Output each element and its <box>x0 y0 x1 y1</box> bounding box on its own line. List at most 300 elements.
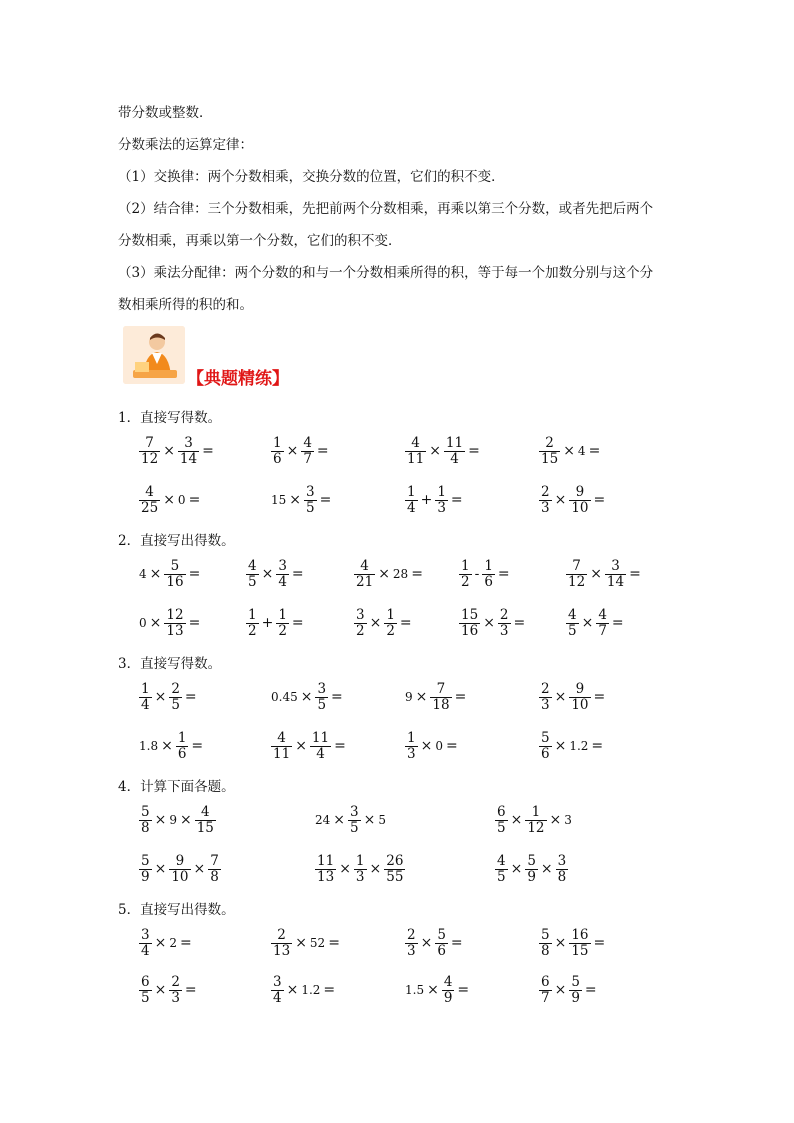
numerator: 1 <box>407 483 416 500</box>
number: 1.2 <box>301 983 321 997</box>
operator: × <box>549 812 562 828</box>
number: 1.2 <box>569 739 589 753</box>
numerator: 7 <box>572 557 581 574</box>
denominator: 12 <box>141 450 159 467</box>
numerator: 5 <box>541 729 550 746</box>
operator: × <box>427 982 439 998</box>
numerator: 3 <box>557 852 567 869</box>
numerator: 26 <box>386 852 404 869</box>
operator: = <box>450 492 463 508</box>
numerator: 4 <box>145 483 154 500</box>
fraction <box>246 559 259 590</box>
denominator: 6 <box>273 450 282 467</box>
operator: × <box>378 566 390 582</box>
operator: = <box>328 935 340 951</box>
number: 0 <box>139 616 147 630</box>
fraction <box>176 731 189 762</box>
number: 2 <box>169 936 177 950</box>
numerator: 6 <box>141 973 150 990</box>
fraction <box>596 608 609 639</box>
numerator: 4 <box>360 557 369 574</box>
math-expression <box>404 677 468 717</box>
operator: + <box>261 615 274 631</box>
numerator: 16 <box>571 926 589 943</box>
fraction <box>435 485 448 516</box>
denominator: 4 <box>273 989 282 1006</box>
denominator: 4 <box>450 450 459 467</box>
numerator: 11 <box>317 852 335 869</box>
operator: = <box>191 738 204 754</box>
denominator: 13 <box>317 868 335 885</box>
denominator: 5 <box>248 573 257 590</box>
denominator: 8 <box>541 942 550 959</box>
denominator: 8 <box>557 868 567 885</box>
fraction <box>539 928 552 959</box>
operator: = <box>179 935 192 951</box>
numerator: 2 <box>545 434 554 451</box>
operator: = <box>593 935 606 951</box>
denominator: 21 <box>356 573 374 590</box>
denominator: 15 <box>541 450 559 467</box>
fraction <box>405 485 418 516</box>
fraction <box>384 854 405 885</box>
denominator: 2 <box>386 622 395 639</box>
denominator: 14 <box>606 573 625 590</box>
operator: = <box>629 566 641 582</box>
operator: × <box>540 861 553 877</box>
math-expression <box>404 480 465 520</box>
math-expression <box>138 970 199 1010</box>
fraction <box>139 682 152 713</box>
operator: = <box>291 615 304 631</box>
denominator: 5 <box>568 622 577 639</box>
numerator: 5 <box>527 852 536 869</box>
numerator: 15 <box>461 606 479 623</box>
math-expression <box>538 480 607 520</box>
numerator: 11 <box>445 434 464 451</box>
numerator: 5 <box>170 557 180 574</box>
operator: + <box>420 492 433 508</box>
numerator: 3 <box>317 680 327 697</box>
denominator: 3 <box>407 942 416 959</box>
denominator: 3 <box>437 499 446 516</box>
operator: = <box>593 689 606 705</box>
numerator: 4 <box>568 606 577 623</box>
operator: = <box>319 492 332 508</box>
number: 9 <box>405 690 413 704</box>
math-expression <box>458 554 512 594</box>
numerator: 4 <box>248 557 257 574</box>
numerator: 2 <box>277 926 286 943</box>
fraction <box>139 485 160 516</box>
fraction <box>164 608 185 639</box>
fraction <box>569 975 582 1006</box>
operator: × <box>363 812 376 828</box>
numerator: 4 <box>277 729 286 746</box>
numerator: 1 <box>531 803 541 820</box>
fraction <box>569 682 590 713</box>
fraction <box>405 928 418 959</box>
math-expression <box>404 923 465 963</box>
numerator: 3 <box>356 606 365 623</box>
numerator: 1 <box>386 606 395 623</box>
fraction <box>271 975 284 1006</box>
fraction <box>384 608 397 639</box>
operator: = <box>323 982 336 998</box>
numerator: 1 <box>273 434 282 451</box>
denominator: 15 <box>196 819 214 836</box>
operator: = <box>454 689 467 705</box>
fraction <box>208 854 221 885</box>
denominator: 4 <box>141 942 150 959</box>
number: 3 <box>564 813 572 827</box>
numerator: 3 <box>611 557 620 574</box>
numerator: 4 <box>411 434 420 451</box>
numerator: 9 <box>575 483 585 500</box>
number: 28 <box>392 567 409 581</box>
fraction <box>276 559 289 590</box>
math-expression <box>270 480 333 520</box>
operator: × <box>333 812 346 828</box>
numerator: 3 <box>306 483 315 500</box>
operator: = <box>588 443 601 459</box>
fraction <box>482 559 495 590</box>
operator: × <box>369 861 382 877</box>
operator: × <box>483 615 495 631</box>
fraction <box>569 485 590 516</box>
fraction <box>271 928 292 959</box>
math-expression <box>138 726 205 766</box>
operator: × <box>369 615 382 631</box>
fraction <box>435 928 448 959</box>
denominator: 55 <box>386 868 404 885</box>
numerator: 6 <box>497 803 506 820</box>
denominator: 6 <box>437 942 446 959</box>
operator: = <box>184 689 197 705</box>
fraction <box>169 854 190 885</box>
operator: × <box>193 861 206 877</box>
math-expression <box>538 970 599 1010</box>
denominator: 3 <box>541 696 550 713</box>
numerator: 1 <box>141 680 150 697</box>
fraction <box>139 975 152 1006</box>
operator: = <box>593 492 606 508</box>
denominator: 8 <box>141 819 150 836</box>
operator: = <box>334 738 346 754</box>
operator: × <box>420 738 433 754</box>
denominator: 5 <box>350 819 359 836</box>
denominator: 5 <box>306 499 315 516</box>
operator: × <box>590 566 602 582</box>
math-expression <box>565 603 626 643</box>
denominator: 5 <box>171 696 180 713</box>
numerator: 1 <box>484 557 493 574</box>
fraction <box>169 975 182 1006</box>
operator: = <box>188 615 201 631</box>
operator: × <box>510 861 523 877</box>
math-expression <box>138 849 222 889</box>
denominator: 7 <box>541 989 550 1006</box>
numerator: 6 <box>541 973 550 990</box>
operator: = <box>399 615 412 631</box>
operator: = <box>591 738 604 754</box>
denominator: 2 <box>278 622 287 639</box>
operator: × <box>554 738 567 754</box>
fraction <box>539 485 552 516</box>
operator: × <box>339 861 351 877</box>
math-expression <box>270 726 348 766</box>
math-expression <box>138 480 202 520</box>
fraction <box>354 854 367 885</box>
fraction <box>164 559 185 590</box>
operator: = <box>611 615 624 631</box>
operator: × <box>154 982 167 998</box>
operator: = <box>291 566 304 582</box>
denominator: 11 <box>407 450 425 467</box>
fraction <box>354 559 375 590</box>
operator: = <box>202 443 214 459</box>
number: 0 <box>177 493 186 507</box>
fraction <box>495 805 508 836</box>
operator: = <box>188 566 201 582</box>
numerator: 3 <box>273 973 282 990</box>
denominator: 10 <box>571 499 589 516</box>
fraction <box>405 436 426 467</box>
fraction <box>539 731 552 762</box>
operator: × <box>149 566 162 582</box>
denominator: 2 <box>248 622 257 639</box>
fraction <box>195 805 216 836</box>
math-expression <box>138 431 216 471</box>
operator: × <box>295 738 307 754</box>
numerator: 5 <box>437 926 446 943</box>
denominator: 15 <box>571 942 589 959</box>
numerator: 2 <box>499 606 509 623</box>
denominator: 3 <box>499 622 509 639</box>
operator: × <box>295 935 307 951</box>
numerator: 7 <box>145 434 154 451</box>
intro-line: （3）乘法分配律：两个分数的和与一个分数相乘所得的积，等于每一个加数分别与这个分 <box>118 265 654 281</box>
numerator: 1 <box>177 729 187 746</box>
numerator: 2 <box>541 483 550 500</box>
operator: × <box>154 935 167 951</box>
fraction <box>498 608 511 639</box>
denominator: 13 <box>273 942 291 959</box>
numerator: 7 <box>210 852 219 869</box>
denominator: 9 <box>571 989 580 1006</box>
operator: × <box>154 812 167 828</box>
math-expression <box>138 800 217 840</box>
numerator: 3 <box>350 803 359 820</box>
numerator: 1 <box>355 852 365 869</box>
fraction <box>444 436 465 467</box>
fraction <box>539 682 552 713</box>
number: 0.45 <box>271 690 298 704</box>
numerator: 11 <box>311 729 330 746</box>
numerator: 4 <box>303 434 312 451</box>
numerator: 4 <box>201 803 210 820</box>
fraction <box>304 485 317 516</box>
operator: × <box>286 982 299 998</box>
denominator: 18 <box>432 696 450 713</box>
fraction <box>605 559 626 590</box>
math-expression <box>314 800 387 840</box>
operator: × <box>300 689 313 705</box>
denominator: 25 <box>141 499 159 516</box>
math-expression <box>538 923 607 963</box>
fraction <box>315 682 328 713</box>
numerator: 2 <box>171 680 180 697</box>
numerator: 12 <box>166 606 184 623</box>
math-expression <box>494 849 569 889</box>
denominator: 9 <box>141 868 150 885</box>
number: 5 <box>378 813 386 827</box>
denominator: 3 <box>541 499 550 516</box>
numerator: 3 <box>141 926 150 943</box>
numerator: 3 <box>278 557 287 574</box>
math-expression <box>245 603 306 643</box>
numerator: 1 <box>407 729 416 746</box>
fraction <box>525 805 546 836</box>
numerator: 2 <box>407 926 416 943</box>
denominator: 11 <box>273 745 291 762</box>
math-expression <box>138 677 199 717</box>
denominator: 8 <box>210 868 219 885</box>
math-expression <box>538 431 602 471</box>
math-expression <box>404 726 460 766</box>
operator: = <box>316 443 329 459</box>
question-title: 5．直接写出得数。 <box>118 902 235 918</box>
math-expression <box>245 554 306 594</box>
operator: × <box>163 443 175 459</box>
operator: × <box>286 443 299 459</box>
denominator: 10 <box>571 696 589 713</box>
numerator: 2 <box>541 680 550 697</box>
number: 1.5 <box>405 983 425 997</box>
denominator: 12 <box>568 573 586 590</box>
numerator: 5 <box>541 926 550 943</box>
math-expression <box>538 677 607 717</box>
fraction <box>539 975 552 1006</box>
denominator: 4 <box>141 696 150 713</box>
fraction <box>315 854 336 885</box>
number: 0 <box>435 739 443 753</box>
denominator: 7 <box>303 450 312 467</box>
fraction <box>310 731 331 762</box>
numerator: 1 <box>461 557 470 574</box>
number: 52 <box>309 936 326 950</box>
number: 4 <box>577 444 586 458</box>
operator: = <box>584 982 597 998</box>
denominator: 6 <box>541 745 550 762</box>
fraction <box>525 854 538 885</box>
intro-line: （2）结合律：三个分数相乘，先把前两个分数相乘，再乘以第三个分数，或者先把后两个 <box>118 201 654 217</box>
denominator: 5 <box>141 989 150 1006</box>
number: 9 <box>169 813 177 827</box>
intro-line: 分数乘法的运算定律： <box>118 137 253 153</box>
operator: × <box>554 492 567 508</box>
operator: × <box>420 935 433 951</box>
fraction <box>495 854 508 885</box>
denominator: 6 <box>177 745 187 762</box>
fraction <box>430 682 451 713</box>
operator: × <box>163 492 175 508</box>
denominator: 9 <box>443 989 453 1006</box>
denominator: 16 <box>461 622 479 639</box>
denominator: 16 <box>166 573 184 590</box>
denominator: 4 <box>278 573 287 590</box>
denominator: 13 <box>166 622 184 639</box>
math-expression <box>353 603 414 643</box>
numerator: 5 <box>141 852 150 869</box>
fraction <box>348 805 361 836</box>
numerator: 9 <box>175 852 185 869</box>
operator: = <box>468 443 480 459</box>
math-expression <box>270 970 337 1010</box>
fraction <box>354 608 367 639</box>
operator: × <box>149 615 162 631</box>
math-expression <box>138 923 194 963</box>
operator: = <box>445 738 458 754</box>
question-title: 3．直接写得数。 <box>118 656 222 672</box>
fraction <box>246 608 259 639</box>
math-expression <box>458 603 527 643</box>
denominator: 2 <box>461 573 470 590</box>
denominator: 3 <box>171 989 180 1006</box>
math-expression <box>404 431 482 471</box>
fraction <box>405 731 418 762</box>
operator: = <box>450 935 463 951</box>
denominator: 7 <box>598 622 607 639</box>
operator: = <box>411 566 423 582</box>
fraction <box>139 436 160 467</box>
fraction <box>539 436 560 467</box>
numerator: 3 <box>184 434 193 451</box>
numerator: 9 <box>575 680 585 697</box>
intro-line: 分数相乘，再乘以第一个分数，它们的积不变． <box>118 233 402 249</box>
number: 1.8 <box>139 739 159 753</box>
math-expression <box>494 800 573 840</box>
denominator: 5 <box>317 696 327 713</box>
operator: × <box>563 443 575 459</box>
operator: - <box>474 566 480 582</box>
denominator: 2 <box>356 622 365 639</box>
operator: = <box>497 566 510 582</box>
fraction <box>459 559 472 590</box>
math-expression <box>270 431 331 471</box>
number: 4 <box>139 567 147 581</box>
numerator: 4 <box>598 606 607 623</box>
teacher-avatar-icon <box>123 326 185 384</box>
operator: × <box>261 566 274 582</box>
operator: × <box>154 689 167 705</box>
fraction <box>569 928 590 959</box>
operator: = <box>513 615 526 631</box>
fraction <box>459 608 480 639</box>
fraction <box>566 608 579 639</box>
numerator: 1 <box>437 483 446 500</box>
operator: = <box>184 982 197 998</box>
numerator: 1 <box>248 606 257 623</box>
intro-line: （1）交换律：两个分数相乘，交换分数的位置，它们的积不变． <box>118 169 505 185</box>
denominator: 3 <box>407 745 416 762</box>
numerator: 2 <box>171 973 180 990</box>
operator: = <box>457 982 470 998</box>
numerator: 5 <box>571 973 580 990</box>
operator: × <box>554 689 567 705</box>
denominator: 6 <box>484 573 493 590</box>
denominator: 9 <box>527 868 536 885</box>
